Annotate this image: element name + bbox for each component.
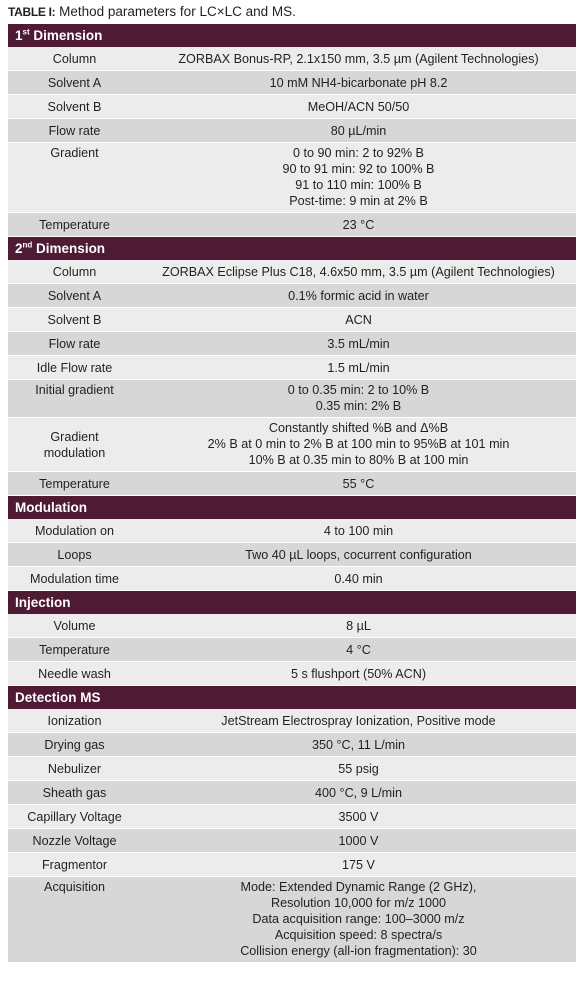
parameter-value-line: 350 °C, 11 L/min	[311, 737, 405, 752]
parameter-value-line: 8 µL	[346, 618, 371, 633]
section-header	[8, 496, 576, 520]
section-title	[8, 24, 576, 47]
method-parameters-table	[8, 24, 576, 963]
parameter-value	[141, 47, 576, 71]
parameter-value-line: ZORBAX Bonus-RP, 2.1x150 mm, 3.5 µm (Agilent Technologies)	[178, 51, 539, 66]
parameter-label: Capillary Voltage	[8, 805, 141, 829]
table-row	[8, 781, 576, 805]
section-header	[8, 686, 576, 710]
parameter-label: Needle wash	[8, 662, 141, 686]
parameter-value	[141, 119, 576, 143]
parameter-value-line: 90 to 91 min: 92 to 100% B	[282, 162, 435, 176]
section-title	[8, 237, 576, 261]
parameter-value-line: 2% B at 0 min to 2% B at 100 min to 95%B at 101 min	[207, 437, 510, 451]
parameter-value	[141, 853, 576, 877]
parameter-label: Fragmentor	[8, 853, 141, 877]
parameter-label: Column	[8, 260, 141, 284]
table-row	[8, 260, 576, 284]
parameter-label: Temperature	[8, 638, 141, 662]
table-row	[8, 213, 576, 237]
table-row	[8, 733, 576, 757]
table-row	[8, 119, 576, 143]
table-row	[8, 95, 576, 119]
parameter-label: Solvent A	[8, 284, 141, 308]
parameter-label	[8, 418, 141, 472]
parameter-value-line: 3500 V	[338, 809, 379, 824]
table-row	[8, 709, 576, 733]
parameter-value-line: 0.1% formic acid in water	[288, 288, 429, 303]
parameter-value-line: Mode: Extended Dynamic Range (2 GHz),	[240, 880, 477, 894]
parameter-value-line: 4 °C	[346, 642, 371, 657]
table-caption-text: Method parameters for LC×LC and MS.	[55, 4, 296, 19]
parameter-value-line: Constantly shifted %B and Δ%B	[268, 421, 449, 435]
parameter-label: Volume	[8, 614, 141, 638]
table-row	[8, 757, 576, 781]
parameter-value-line: 55 °C	[342, 476, 375, 491]
parameter-value	[141, 805, 576, 829]
table-row	[8, 332, 576, 356]
parameter-value-line: 10% B at 0.35 min to 80% B at 100 min	[248, 453, 469, 467]
table-row	[8, 418, 576, 472]
table-caption-label: TABLE I:	[8, 5, 56, 19]
parameter-value	[141, 95, 576, 119]
section-header	[8, 237, 576, 261]
table-row	[8, 614, 576, 638]
parameter-value	[141, 143, 576, 213]
parameter-value-line: ZORBAX Eclipse Plus C18, 4.6x50 mm, 3.5 µm (Agilent Technologies)	[162, 264, 555, 279]
section-title-ordinal: st	[22, 27, 30, 36]
section-title-number: 2	[15, 240, 23, 256]
parameter-value-line: 10 mM NH4-bicarbonate pH 8.2	[269, 75, 448, 90]
parameter-label: Solvent B	[8, 308, 141, 332]
parameter-label: Modulation on	[8, 519, 141, 543]
table-row	[8, 308, 576, 332]
section-title-rest: Dimension	[32, 240, 106, 256]
parameter-value	[141, 614, 576, 638]
parameter-value-line: 80 µL/min	[330, 123, 387, 138]
parameter-value-line: 4 to 100 min	[323, 523, 394, 538]
parameter-value	[141, 543, 576, 567]
parameter-value	[141, 781, 576, 805]
table-row	[8, 805, 576, 829]
table-row	[8, 543, 576, 567]
parameter-value	[141, 71, 576, 95]
table-row	[8, 47, 576, 71]
parameter-value-line: Collision energy (all-ion fragmentation): 30	[240, 944, 477, 958]
parameter-value-line: Two 40 µL loops, cocurrent configuration	[245, 547, 472, 562]
parameter-value	[141, 638, 576, 662]
parameter-value-line: Resolution 10,000 for m/z 1000	[270, 896, 447, 910]
table-row	[8, 638, 576, 662]
parameter-value	[141, 757, 576, 781]
parameter-value	[141, 472, 576, 496]
parameter-label: Ionization	[8, 709, 141, 733]
section-title-ordinal: nd	[22, 240, 33, 249]
parameter-value-line: Acquisition speed: 8 spectra/s	[274, 928, 443, 942]
table-row	[8, 356, 576, 380]
parameter-label: Loops	[8, 543, 141, 567]
parameter-value	[141, 877, 576, 963]
table-row	[8, 829, 576, 853]
section-title: Modulation	[8, 496, 576, 520]
parameter-value	[141, 662, 576, 686]
table-caption	[8, 2, 296, 22]
parameter-value-line: 55 psig	[338, 761, 379, 776]
parameter-label-line: modulation	[43, 445, 106, 460]
parameter-label: Gradient	[8, 143, 141, 213]
parameter-value-line: MeOH/ACN 50/50	[307, 99, 410, 114]
parameter-value-line: 23 °C	[342, 217, 375, 232]
section-title-number: 1	[15, 27, 23, 43]
parameter-value-line: 0.40 min	[334, 571, 383, 586]
parameter-value-line: 0.35 min: 2% B	[315, 399, 402, 413]
parameter-label: Temperature	[8, 472, 141, 496]
parameter-value-line: 0 to 0.35 min: 2 to 10% B	[287, 383, 430, 397]
table-row	[8, 472, 576, 496]
parameter-value-line: Data acquisition range: 100–3000 m/z	[252, 912, 465, 926]
table-row	[8, 71, 576, 95]
parameter-value	[141, 829, 576, 853]
table-row	[8, 143, 576, 213]
table-row	[8, 877, 576, 963]
parameter-value-line: 91 to 110 min: 100% B	[295, 178, 422, 192]
parameter-label: Initial gradient	[8, 380, 141, 418]
parameter-label: Sheath gas	[8, 781, 141, 805]
parameter-value	[141, 213, 576, 237]
parameter-label: Nozzle Voltage	[8, 829, 141, 853]
table-body	[8, 24, 576, 963]
parameter-value	[141, 709, 576, 733]
parameter-label: Temperature	[8, 213, 141, 237]
parameter-value	[141, 308, 576, 332]
section-title: Detection MS	[8, 686, 576, 710]
parameter-value-line: Post-time: 9 min at 2% B	[289, 194, 428, 208]
parameter-label: Flow rate	[8, 119, 141, 143]
parameter-label: Nebulizer	[8, 757, 141, 781]
parameter-value-line: ACN	[345, 312, 372, 327]
parameter-value-line: JetStream Electrospray Ionization, Positive mode	[221, 713, 496, 728]
parameter-value	[141, 284, 576, 308]
parameter-label: Idle Flow rate	[8, 356, 141, 380]
section-header	[8, 591, 576, 615]
parameter-label: Column	[8, 47, 141, 71]
parameter-label: Solvent A	[8, 71, 141, 95]
parameter-value-line: 175 V	[342, 857, 375, 872]
table-row	[8, 380, 576, 418]
section-header	[8, 24, 576, 47]
parameter-value	[141, 733, 576, 757]
parameter-label: Acquisition	[8, 877, 141, 963]
section-title: Injection	[8, 591, 576, 615]
parameter-value-line: 400 °C, 9 L/min	[315, 785, 402, 800]
parameter-label-line: Gradient	[50, 429, 99, 444]
parameter-value-line: 1000 V	[338, 833, 379, 848]
parameter-value	[141, 519, 576, 543]
parameter-value	[141, 260, 576, 284]
parameter-value	[141, 356, 576, 380]
parameter-value	[141, 332, 576, 356]
parameter-label: Solvent B	[8, 95, 141, 119]
parameter-value-line: 0 to 90 min: 2 to 92% B	[293, 146, 424, 160]
parameter-value-line: 3.5 mL/min	[327, 336, 390, 351]
table-row	[8, 284, 576, 308]
table-row	[8, 662, 576, 686]
parameter-value-line: 1.5 mL/min	[327, 360, 390, 375]
table-row	[8, 567, 576, 591]
section-title-rest: Dimension	[29, 27, 103, 43]
parameter-value	[141, 380, 576, 418]
parameter-label: Modulation time	[8, 567, 141, 591]
parameter-label: Flow rate	[8, 332, 141, 356]
table-row	[8, 853, 576, 877]
parameter-label: Drying gas	[8, 733, 141, 757]
parameter-value-line: 5 s flushport (50% ACN)	[290, 666, 427, 681]
parameter-value	[141, 567, 576, 591]
table-row	[8, 519, 576, 543]
parameter-value	[141, 418, 576, 472]
